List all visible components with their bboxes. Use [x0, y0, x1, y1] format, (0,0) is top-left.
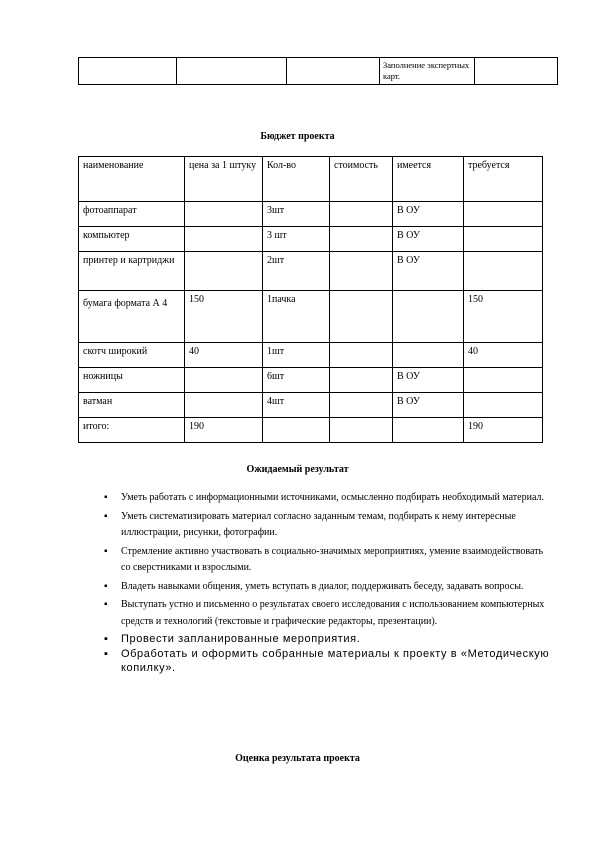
table-cell: [393, 343, 464, 368]
table-cell: В ОУ: [393, 393, 464, 418]
table-cell: [185, 368, 263, 393]
table-cell: [330, 252, 393, 291]
table-row: [79, 368, 543, 393]
table-cell: В ОУ: [393, 252, 464, 291]
bullet-icon: ▪: [104, 510, 108, 522]
table-cell: 40: [185, 343, 263, 368]
table-cell: Заполнение экспертных карт.: [380, 58, 475, 85]
table-cell: [177, 58, 287, 85]
table-cell: [464, 227, 543, 252]
list-item: [104, 544, 554, 577]
column-header: цена за 1 штуку: [185, 157, 263, 202]
list-item: [104, 579, 554, 596]
table-cell: [464, 202, 543, 227]
table-row: [79, 343, 543, 368]
list-item: [104, 647, 554, 675]
top-table: [78, 57, 558, 85]
column-header: имеется: [393, 157, 464, 202]
table-cell: 3шт: [263, 202, 330, 227]
list-item-text: Стремление активно участвовать в социально-значимых мероприятиях, умение взаимодействовать со сверстниками и взрослыми.: [121, 545, 544, 573]
table-cell: ножницы: [79, 368, 185, 393]
table-cell: В ОУ: [393, 227, 464, 252]
table-cell: [330, 393, 393, 418]
list-item-text: Выступать устно и письменно о результатах своего исследования с использованием компьютерных средств и технологий (текстовые и графические редакторы, презентации).: [121, 599, 545, 627]
list-item: [104, 597, 554, 630]
table-cell: 40: [464, 343, 543, 368]
evaluation-title: Оценка результата проекта: [235, 753, 360, 764]
table-row-total: [79, 418, 543, 443]
table-row: [79, 252, 543, 291]
table-cell: скотч широкий: [79, 343, 185, 368]
table-row: [79, 393, 543, 418]
table-cell: фотоаппарат: [79, 202, 185, 227]
table-cell: [330, 202, 393, 227]
table-cell: [185, 202, 263, 227]
table-cell: [263, 418, 330, 443]
table-cell: [185, 227, 263, 252]
expected-result-title: Ожидаемый результат: [246, 464, 349, 475]
table-cell: В ОУ: [393, 368, 464, 393]
table-header-row: [79, 157, 543, 202]
bullet-icon: ▪: [104, 580, 108, 592]
bullet-icon: ▪: [104, 599, 108, 610]
table-cell: [464, 393, 543, 418]
column-header: стоимость: [330, 157, 393, 202]
list-item: [104, 490, 554, 507]
table-cell: 1шт: [263, 343, 330, 368]
bullet-icon: ▪: [104, 545, 108, 557]
table-cell: [393, 418, 464, 443]
list-item: [104, 632, 554, 646]
column-header: требуется: [464, 157, 543, 202]
budget-table: [78, 156, 543, 443]
list-item-text: Обработать и оформить собранные материалы к проекту в «Методическую копилку».: [121, 648, 550, 674]
table-cell: 150: [185, 291, 263, 343]
table-cell: итого:: [79, 418, 185, 443]
list-item-text: Провести запланированные мероприятия.: [121, 633, 361, 645]
column-header: Кол-во: [263, 157, 330, 202]
list-item-text: Уметь систематизировать материал согласно заданным темам, подбирать к нему интересные иллюстрации, рисунки, фотографии.: [121, 510, 516, 538]
table-cell: [330, 291, 393, 343]
table-cell: принтер и картриджи: [79, 252, 185, 291]
table-cell: [330, 368, 393, 393]
table-cell: [393, 291, 464, 343]
table-cell: 190: [185, 418, 263, 443]
table-cell: 1пачка: [263, 291, 330, 343]
table-cell: 190: [464, 418, 543, 443]
table-cell: [79, 58, 177, 85]
bullet-icon: ▪: [104, 648, 109, 660]
table-row: [79, 58, 558, 85]
list-item-text: Уметь работать с информационными источниками, осмысленно подбирать необходимый материал.: [121, 492, 544, 503]
table-cell: ватман: [79, 393, 185, 418]
table-cell: 6шт: [263, 368, 330, 393]
table-row: [79, 202, 543, 227]
bullet-icon: ▪: [104, 492, 108, 503]
table-cell: [185, 393, 263, 418]
bullet-icon: ▪: [104, 633, 109, 645]
table-cell: [287, 58, 380, 85]
table-cell: 3 шт: [263, 227, 330, 252]
table-cell: компьютер: [79, 227, 185, 252]
table-cell: бумага формата А 4: [79, 291, 185, 343]
table-cell: 4шт: [263, 393, 330, 418]
table-row: [79, 291, 543, 343]
column-header: наименование: [79, 157, 185, 202]
expected-result-list: [104, 490, 554, 676]
table-cell: [330, 227, 393, 252]
table-cell: [464, 252, 543, 291]
budget-title: Бюджет проекта: [260, 131, 335, 142]
table-cell: 150: [464, 291, 543, 343]
table-cell: В ОУ: [393, 202, 464, 227]
table-cell: [185, 252, 263, 291]
table-cell: [475, 58, 558, 85]
table-cell: [330, 343, 393, 368]
table-cell: [330, 418, 393, 443]
table-row: [79, 227, 543, 252]
table-cell: [464, 368, 543, 393]
list-item: [104, 509, 554, 542]
list-item-text: Владеть навыками общения, уметь вступать в диалог, поддерживать беседу, задавать вопросы.: [121, 580, 524, 592]
table-cell: 2шт: [263, 252, 330, 291]
